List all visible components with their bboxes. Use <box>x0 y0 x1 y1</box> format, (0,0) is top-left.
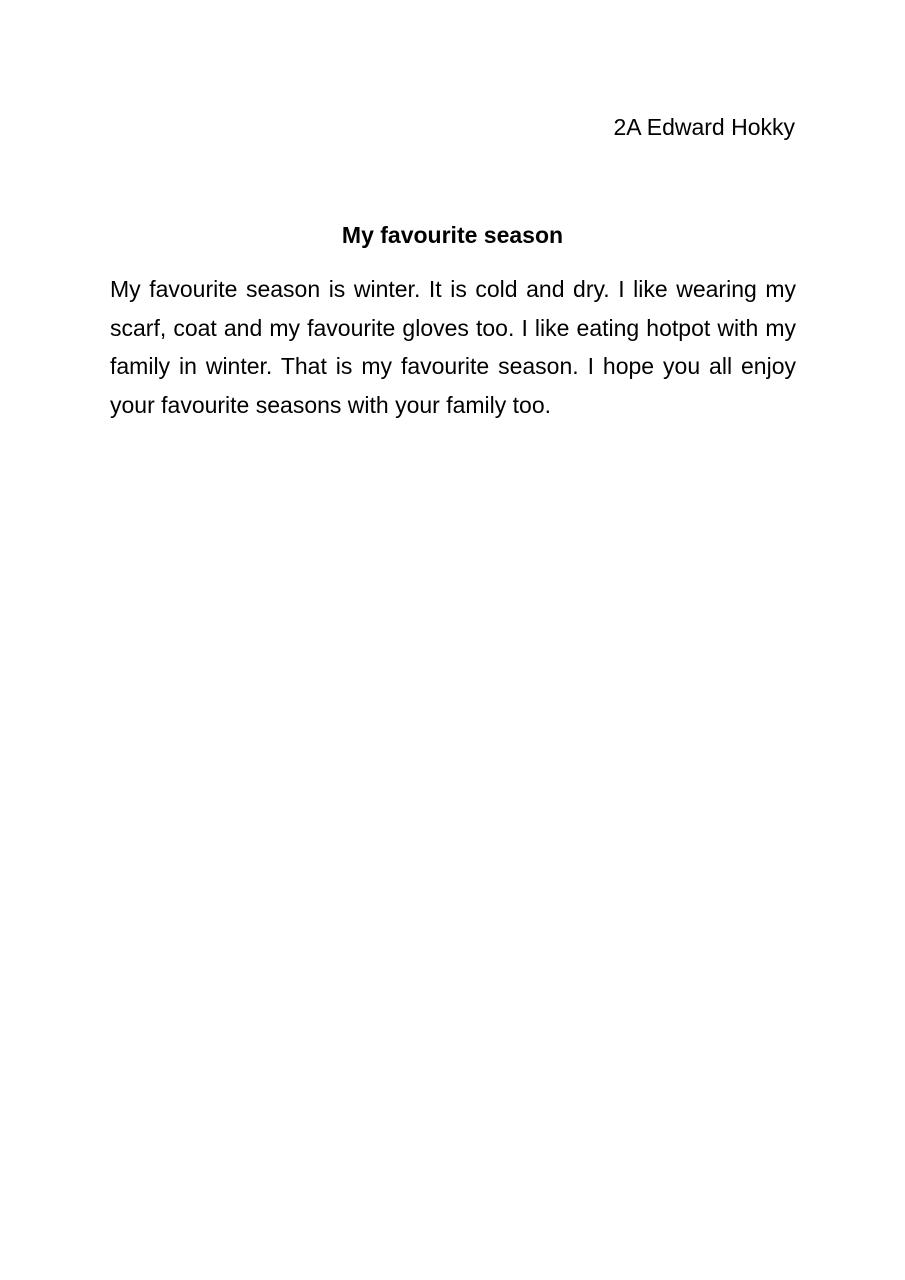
page-title: My favourite season <box>341 222 564 248</box>
author-line: 2A Edward Hokky <box>613 114 795 140</box>
body-paragraph: My favourite season is winter. It is cold and dry. I like wearing my scarf, coat and my favourite gloves too. I like eating hotpot with my family in winter. That is my favourite season. I hope you all enjoy your favourite seasons with your family too. <box>110 276 796 418</box>
